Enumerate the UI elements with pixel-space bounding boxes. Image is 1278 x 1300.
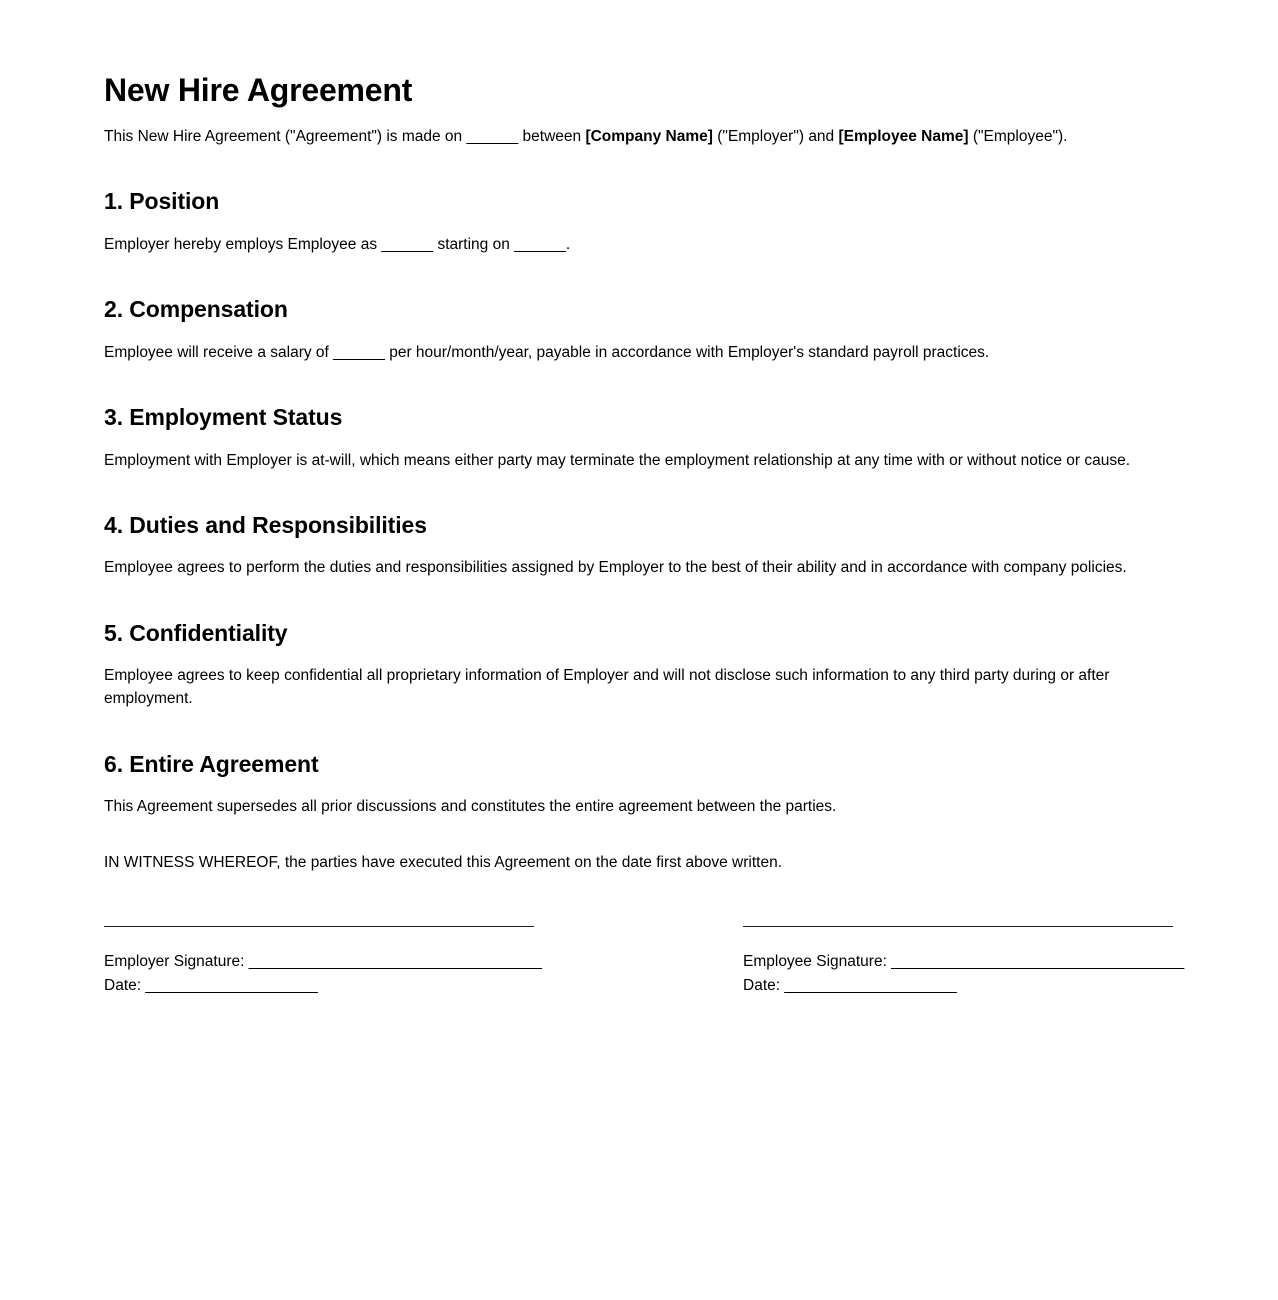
- section-heading-position: 1. Position: [104, 188, 220, 215]
- section-body-compensation: [104, 341, 1178, 364]
- signature-area: [104, 926, 1185, 998]
- employer-signature-blank[interactable]: __________________________________: [248, 952, 542, 970]
- employee-date-label: Date:: [743, 977, 785, 995]
- employer-signature-label-row: [104, 950, 542, 973]
- section-heading-employment-status: 3. Employment Status: [104, 403, 343, 430]
- position-text-3: .: [565, 235, 571, 253]
- witness-clause: IN WITNESS WHEREOF, the parties have executed this Agreement on the date first above written.: [104, 853, 782, 871]
- section-body-entire-agreement: This Agreement supersedes all prior discussions and constitutes the entire agreement between the parties.: [104, 798, 837, 816]
- employee-date-blank[interactable]: ____________________: [784, 977, 957, 995]
- intro-text-between: between: [518, 127, 586, 145]
- section-heading-confidentiality: 5. Confidentiality: [104, 619, 288, 646]
- employer-paren-text: ("Employer") and: [712, 127, 839, 145]
- employee-signature-rule: [743, 926, 1173, 927]
- position-text-1: Employer hereby employs Employee as: [104, 235, 382, 253]
- employee-signature-label-row: [743, 950, 1185, 973]
- compensation-text-2: per hour/month/year, payable in accordance with Employer's standard payroll practices.: [384, 343, 990, 361]
- intro-text-before-date-blank: This New Hire Agreement ("Agreement") is made on: [104, 127, 467, 145]
- employee-paren-text: ("Employee").: [968, 127, 1068, 145]
- intro-paragraph: [104, 126, 1178, 148]
- employer-date-row: [104, 974, 534, 997]
- employee-signature-blank[interactable]: __________________________________: [891, 952, 1185, 970]
- employee-name-placeholder[interactable]: [Employee Name]: [838, 127, 969, 145]
- section-body-duties-and-responsibilities: Employee agrees to perform the duties and responsibilities assigned by Employer to the best of their ability and in accordance with company policies.: [104, 559, 1127, 577]
- section-body-employment-status: Employment with Employer is at-will, which means either party may terminate the employment relationship at any time with or without notice or cause.: [104, 451, 1131, 469]
- company-name-placeholder[interactable]: [Company Name]: [585, 127, 713, 145]
- section-heading-duties-and-responsibilities: 4. Duties and Responsibilities: [104, 511, 427, 538]
- section-heading-entire-agreement: 6. Entire Agreement: [104, 750, 319, 777]
- position-start-date-blank[interactable]: ______: [514, 235, 566, 253]
- employee-signature-block: [743, 926, 1185, 998]
- position-title-blank[interactable]: ______: [381, 235, 434, 253]
- employer-signature-label: Employer Signature:: [104, 952, 249, 970]
- page-title: New Hire Agreement: [104, 72, 413, 108]
- employer-signature-rule: [104, 926, 534, 927]
- employee-signature-label: Employee Signature:: [743, 952, 892, 970]
- employer-date-blank[interactable]: ____________________: [145, 977, 318, 995]
- employer-date-label: Date:: [104, 977, 146, 995]
- compensation-text-1: Employee will receive a salary of: [104, 343, 334, 361]
- employer-signature-block: [104, 926, 542, 998]
- employee-date-row: [743, 974, 1173, 997]
- agreement-date-blank[interactable]: ______: [466, 127, 519, 145]
- compensation-salary-blank[interactable]: ______: [333, 343, 385, 361]
- section-body-confidentiality: Employee agrees to keep confidential all proprietary information of Employer and will not disclose such information to any third party during or after employment.: [104, 667, 1110, 708]
- section-heading-compensation: 2. Compensation: [104, 296, 288, 323]
- section-body-position: [104, 233, 1178, 256]
- position-text-2: starting on: [433, 235, 515, 253]
